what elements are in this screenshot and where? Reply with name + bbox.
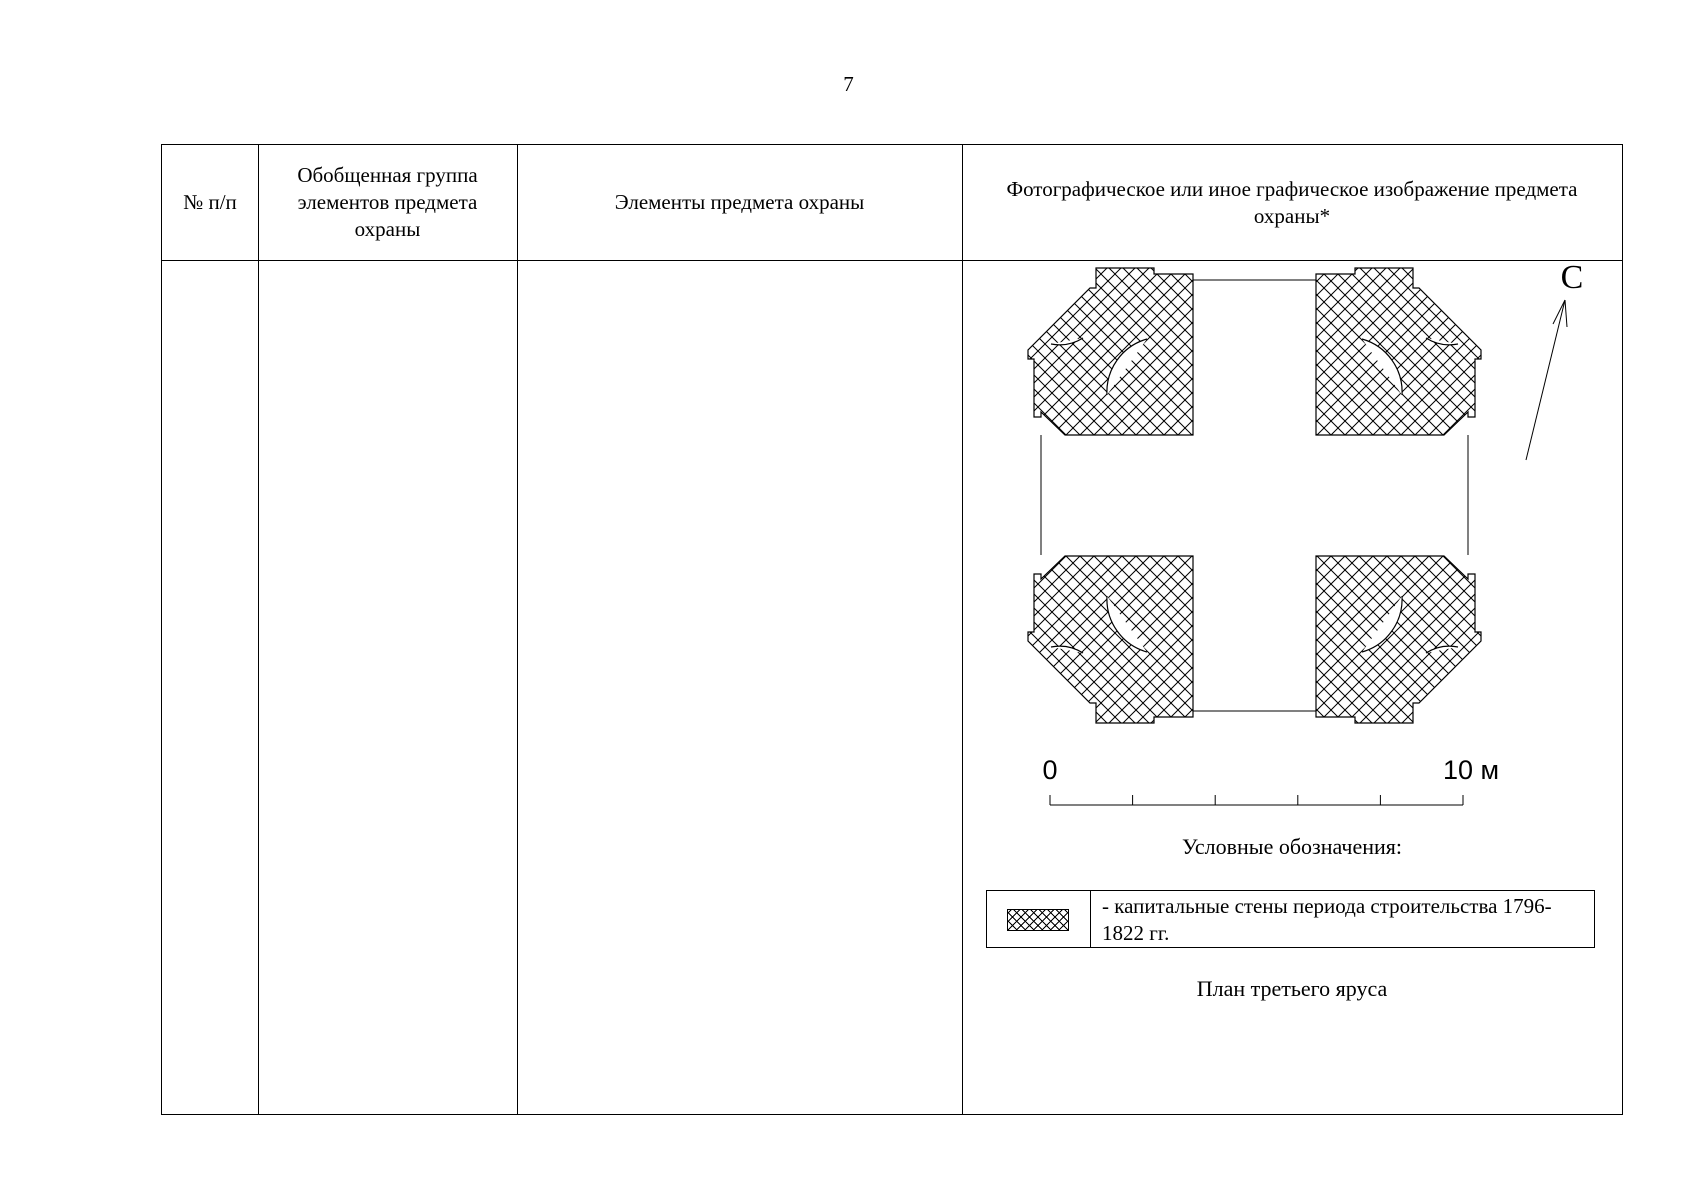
legend-title: Условные обозначения: — [1181, 834, 1403, 859]
scale-bar — [1050, 795, 1463, 805]
column-divider — [517, 145, 518, 1114]
header-image: Фотографическое или иное графическое изображение предмета охраны* — [1006, 176, 1578, 228]
pylon-top-left — [1028, 268, 1193, 435]
crosshatch-swatch-icon — [1007, 909, 1069, 931]
column-divider — [258, 145, 259, 1114]
scale-start-label: 0 — [1042, 755, 1058, 785]
scale-end-label: 10 м — [1443, 755, 1500, 785]
page-number: 7 — [843, 72, 854, 96]
pylon-bottom-left — [1028, 556, 1193, 723]
pylon-top-right — [1316, 268, 1481, 435]
pylon-bottom-right — [1316, 556, 1481, 723]
legend-swatch-cell — [987, 891, 1091, 947]
north-label: С — [1560, 260, 1584, 296]
plan-caption: План третьего яруса — [1196, 976, 1388, 1001]
header-elements: Элементы предмета охраны — [614, 190, 865, 214]
header-number: № п/п — [183, 190, 237, 214]
legend-box — [986, 890, 1595, 948]
legend-item-text: - капитальные стены периода строительства 1796-1822 гг. — [1102, 894, 1552, 945]
header-group: Обобщенная группа элементов предмета охраны — [297, 163, 478, 241]
north-arrow-icon — [1526, 300, 1567, 460]
